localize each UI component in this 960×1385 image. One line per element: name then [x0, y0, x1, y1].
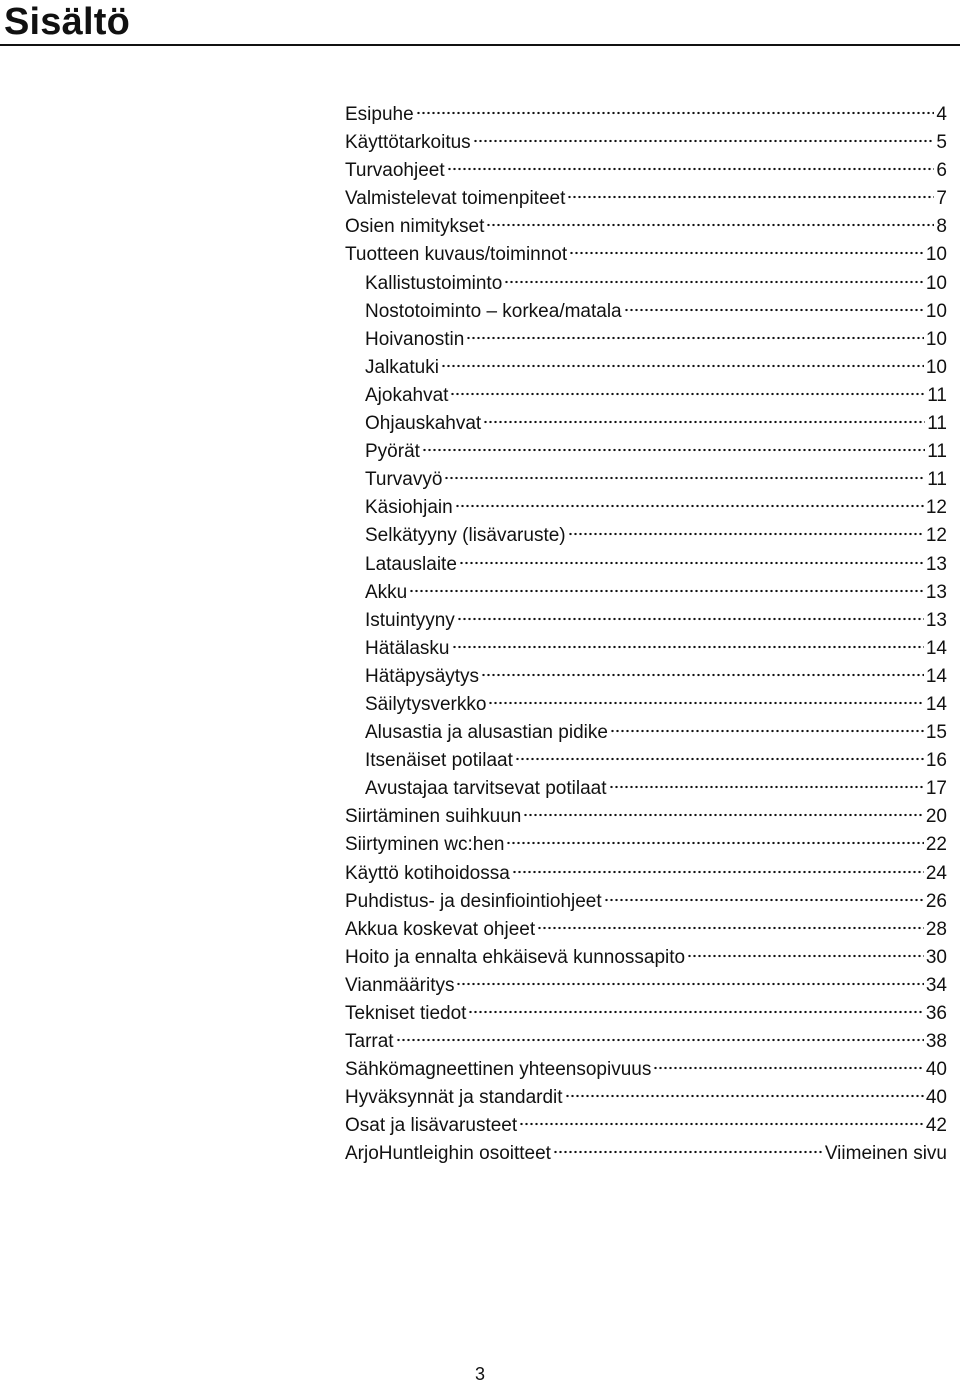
toc-dot-leader	[422, 448, 925, 452]
toc-entry-label: Käsiohjain	[365, 497, 453, 519]
toc-entry-page: 10	[925, 300, 947, 322]
toc-entry-page: 20	[925, 806, 947, 828]
toc-entry-page: 26	[925, 890, 947, 912]
toc-dot-leader	[468, 1010, 923, 1014]
toc-dot-leader	[466, 336, 924, 340]
toc-entry-label: Osat ja lisävarusteet	[345, 1115, 518, 1137]
toc-entry-label: Tarrat	[345, 1031, 394, 1053]
toc-entry-page: 40	[925, 1087, 947, 1109]
toc-entry-label: Puhdistus- ja desinfiointiohjeet	[345, 890, 602, 912]
toc-dot-leader	[519, 1122, 924, 1126]
toc-entry-label: Osien nimitykset	[345, 216, 485, 238]
toc-dot-leader	[455, 504, 924, 508]
toc-dot-leader	[504, 280, 924, 284]
toc-dot-leader	[444, 476, 925, 480]
toc-dot-leader	[653, 1066, 924, 1070]
toc-entry-label: Tekniset tiedot	[345, 1003, 467, 1024]
toc-entry-page: 14	[925, 637, 947, 659]
toc-entry-page: 13	[925, 553, 947, 575]
toc-entry-page: 42	[925, 1115, 947, 1137]
toc-entry-label: Alusastia ja alusastian pidike	[365, 722, 608, 744]
toc-entry[interactable]	[345, 775, 947, 803]
toc-entry[interactable]	[345, 747, 947, 775]
toc-entry-label: Jalkatuki	[365, 356, 439, 378]
toc-entry-label: Esipuhe	[345, 104, 414, 125]
toc-dot-leader	[610, 729, 924, 733]
toc-entry[interactable]	[345, 326, 947, 354]
toc-entry[interactable]	[345, 1112, 947, 1140]
toc-entry[interactable]	[345, 522, 947, 550]
toc-entry-page: 4	[936, 104, 947, 125]
toc-entry[interactable]	[345, 1056, 947, 1084]
toc-entry[interactable]	[345, 607, 947, 635]
toc-entry-page: 28	[925, 918, 947, 940]
title-underline	[0, 44, 960, 46]
toc-entry-page: 34	[925, 974, 947, 996]
toc-entry-label: Turvaohjeet	[345, 160, 445, 182]
toc-entry-label: Hätäpysäytys	[365, 665, 480, 687]
toc-entry-page: 11	[927, 384, 947, 406]
toc-entry-label: Käyttö kotihoidossa	[345, 862, 510, 884]
toc-entry[interactable]	[345, 663, 947, 691]
toc-dot-leader	[512, 870, 924, 874]
toc-entry-page: Viimeinen sivu	[824, 1143, 947, 1165]
toc-entry[interactable]	[345, 157, 947, 185]
toc-dot-leader	[481, 673, 924, 677]
toc-entry[interactable]	[345, 354, 947, 382]
toc-entry-label: Säilytysverkko	[365, 693, 487, 715]
toc-entry[interactable]	[345, 719, 947, 747]
toc-entry-page: 13	[925, 581, 947, 603]
toc-entry[interactable]	[345, 579, 947, 607]
toc-entry-page: 36	[925, 1003, 947, 1024]
toc-entry[interactable]	[345, 860, 947, 888]
toc-entry[interactable]	[345, 410, 947, 438]
toc-entry-page: 10	[925, 272, 947, 294]
toc-entry[interactable]	[345, 635, 947, 663]
toc-entry-label: Tuotteen kuvaus/toiminnot	[345, 244, 568, 266]
toc-entry-label: Hoito ja ennalta ehkäisevä kunnossapito	[345, 946, 686, 968]
toc-entry-page: 14	[925, 665, 947, 687]
toc-entry[interactable]	[345, 101, 947, 129]
toc-entry-label: Itsenäiset potilaat	[365, 750, 513, 772]
toc-entry-label: Turvavyö	[365, 469, 443, 491]
toc-entry[interactable]	[345, 803, 947, 831]
page-number: 3	[474, 1364, 485, 1384]
toc-entry[interactable]	[345, 972, 947, 1000]
toc-dot-leader	[537, 926, 924, 930]
toc-dot-leader	[441, 364, 924, 368]
toc-dot-leader	[473, 139, 935, 143]
toc-entry-label: Avustajaa tarvitsevat potilaat	[365, 778, 607, 800]
toc-entry-label: Kallistustoiminto	[365, 272, 503, 294]
toc-entry-label: Akku	[365, 581, 408, 603]
toc-entry[interactable]	[345, 466, 947, 494]
toc-entry[interactable]	[345, 213, 947, 241]
toc-entry[interactable]	[345, 1140, 947, 1168]
toc-entry-label: Akkua koskevat ohjeet	[345, 918, 536, 940]
toc-entry[interactable]	[345, 270, 947, 298]
toc-entry-label: Nostotoiminto – korkea/matala	[365, 300, 622, 322]
toc-entry-page: 12	[925, 525, 947, 547]
toc-entry[interactable]	[345, 494, 947, 522]
toc-entry-page: 22	[925, 834, 947, 856]
toc-entry[interactable]	[345, 241, 947, 269]
toc-dot-leader	[624, 308, 924, 312]
toc-dot-leader	[447, 167, 935, 171]
toc-dot-leader	[459, 561, 924, 565]
toc-dot-leader	[506, 841, 923, 845]
toc-dot-leader	[486, 223, 934, 227]
toc-entry-label: Istuintyyny	[365, 609, 455, 631]
toc-entry[interactable]	[345, 831, 947, 859]
toc-entry-page: 40	[925, 1059, 947, 1081]
toc-entry-label: Ohjauskahvat	[365, 413, 482, 435]
toc-entry-page: 6	[936, 160, 947, 182]
toc-entry[interactable]	[345, 944, 947, 972]
toc-dot-leader	[457, 617, 924, 621]
toc-entry-label: Hoivanostin	[365, 328, 465, 350]
toc-entry-label: Valmistelevat toimenpiteet	[345, 188, 566, 210]
toc-entry-label: Vianmääritys	[345, 974, 455, 996]
toc-dot-leader	[452, 645, 924, 649]
toc-entry-label: Hätälasku	[365, 637, 450, 659]
toc-dot-leader	[565, 1094, 924, 1098]
toc-entry[interactable]	[345, 1000, 947, 1028]
toc-entry-label: Latauslaite	[365, 553, 457, 575]
toc-entry-page: 24	[925, 862, 947, 884]
toc-dot-leader	[396, 1038, 924, 1042]
toc-dot-leader	[569, 251, 924, 255]
toc-entry-label: Siirtyminen wc:hen	[345, 834, 505, 856]
toc-dot-leader	[567, 195, 934, 199]
toc-entry-label: Käyttötarkoitus	[345, 132, 471, 154]
toc-entry[interactable]	[345, 129, 947, 157]
toc-dot-leader	[456, 982, 923, 986]
toc-entry[interactable]	[345, 916, 947, 944]
toc-entry-page: 8	[936, 216, 947, 238]
toc-dot-leader	[568, 532, 924, 536]
toc-entry-page: 10	[925, 356, 947, 378]
toc-dot-leader	[416, 111, 935, 115]
page-header	[0, 0, 960, 46]
toc-entry-page: 11	[927, 413, 947, 435]
toc-entry[interactable]	[345, 1028, 947, 1056]
toc-entry-page: 7	[936, 188, 947, 210]
toc-dot-leader	[553, 1150, 823, 1154]
toc-entry-page: 11	[927, 441, 947, 463]
toc-entry[interactable]	[345, 1084, 947, 1112]
toc-entry-page: 10	[925, 328, 947, 350]
toc-entry-page: 14	[925, 693, 947, 715]
toc-entry[interactable]	[345, 551, 947, 579]
toc-entry-page: 15	[925, 722, 947, 744]
toc-dot-leader	[450, 392, 925, 396]
toc-entry-page: 30	[925, 946, 947, 968]
toc-dot-leader	[609, 785, 924, 789]
toc-entry[interactable]	[345, 438, 947, 466]
toc-dot-leader	[483, 420, 925, 424]
toc-dot-leader	[488, 701, 923, 705]
toc-entry-page: 13	[925, 609, 947, 631]
toc-entry-page: 17	[925, 778, 947, 800]
toc-entry-page: 38	[925, 1031, 947, 1053]
toc-entry-page: 11	[927, 469, 947, 491]
toc-entry-label: Pyörät	[365, 441, 420, 463]
toc-entry-label: Hyväksynnät ja standardit	[345, 1087, 563, 1109]
toc-entry[interactable]	[345, 298, 947, 326]
toc-entry[interactable]	[345, 691, 947, 719]
toc-entry-label: Sähkömagneettinen yhteensopivuus	[345, 1059, 652, 1081]
toc-entry-page: 10	[925, 244, 947, 266]
page-title: Sisältö	[4, 1, 130, 43]
toc-dot-leader	[523, 813, 923, 817]
toc-entry[interactable]	[345, 382, 947, 410]
toc-entry-page: 12	[925, 497, 947, 519]
toc-entry-label: Siirtäminen suihkuun	[345, 806, 522, 828]
toc-entry-page: 5	[936, 132, 947, 154]
toc-entry-page: 16	[925, 750, 947, 772]
toc-entry-label: Selkätyyny (lisävaruste)	[365, 525, 566, 547]
toc-entry-label: Ajokahvat	[365, 384, 449, 406]
toc-dot-leader	[409, 589, 924, 593]
toc-entry[interactable]	[345, 185, 947, 213]
toc-dot-leader	[604, 898, 924, 902]
toc-dot-leader	[515, 757, 924, 761]
table-of-contents	[345, 101, 947, 1169]
toc-entry-label: ArjoHuntleighin osoitteet	[345, 1143, 551, 1165]
toc-entry[interactable]	[345, 888, 947, 916]
toc-dot-leader	[687, 954, 924, 958]
